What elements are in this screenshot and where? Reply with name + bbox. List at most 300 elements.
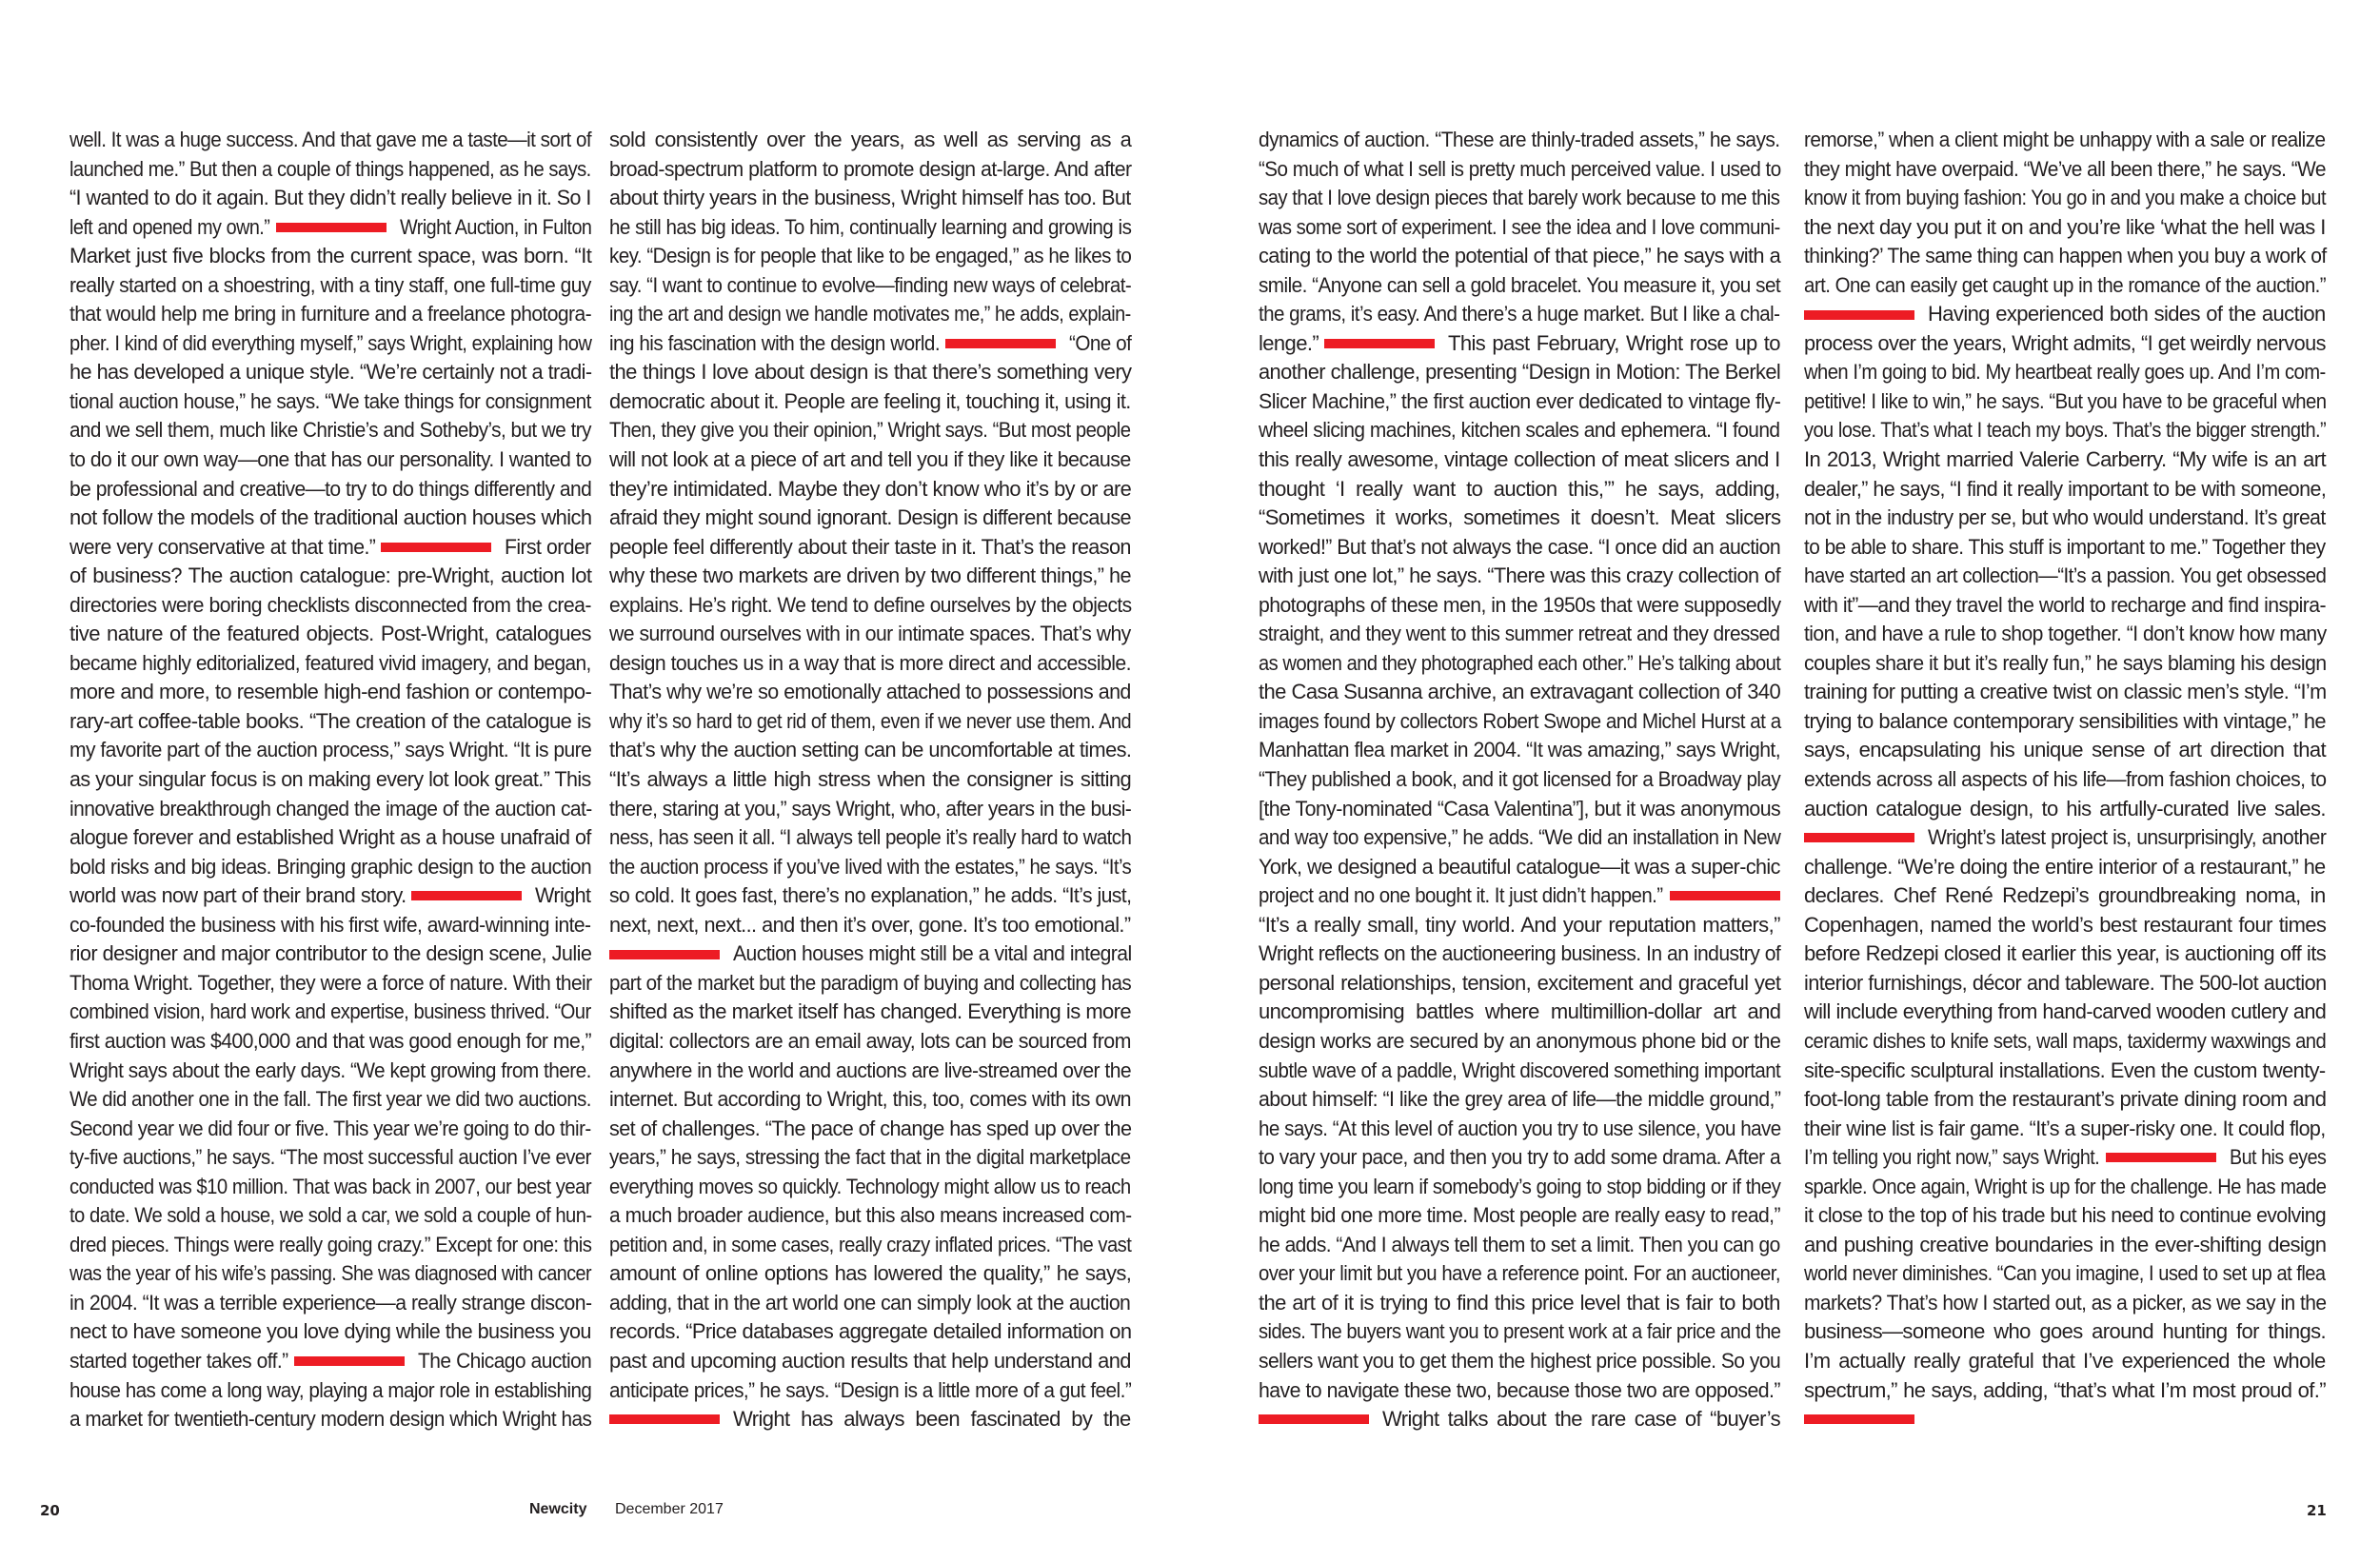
text-line	[1259, 562, 1780, 591]
text-segment: conducted was $10 million. That was back in 2007, our best year	[69, 1174, 592, 1198]
text-segment: and way too expensive,” he adds. “We did an installation in New	[1259, 825, 1781, 850]
text-line	[1804, 213, 2326, 243]
text-line	[69, 678, 591, 707]
text-line	[609, 562, 1131, 591]
text-line	[609, 184, 1131, 213]
text-segment: Wright talks about the rare case of “buyer’s	[1382, 1407, 1781, 1432]
text-segment: he adds. “And I always tell them to set a limit. Then you can go	[1259, 1232, 1780, 1256]
text-segment: everything moves so quickly. Technology might allow us to reach	[609, 1174, 1131, 1198]
text-segment: part of the market but the paradigm of buying and collecting has	[609, 970, 1132, 995]
text-segment: digital: collectors are an email away, lots can be sourced from	[609, 1028, 1131, 1053]
text-segment: my favorite part of the auction process,” says Wright. “It is pure	[69, 738, 592, 762]
text-segment: he has developed a unique style. “We’re certainly not a tradi-	[69, 360, 592, 385]
text-line	[69, 1085, 591, 1115]
text-line	[69, 1201, 591, 1231]
text-line	[69, 707, 591, 737]
text-segment: art. One can easily get caught up in the romance of the auction.”	[1804, 272, 2327, 297]
text-line	[1259, 416, 1780, 445]
text-segment: rary-art coffee-table books. “The creation of the catalogue is	[69, 708, 591, 733]
text-line	[1259, 1317, 1780, 1347]
text-line	[1259, 911, 1780, 940]
text-segment: not follow the models of the traditional auction houses which	[69, 505, 592, 530]
text-line	[609, 329, 1131, 359]
text-segment: says, encapsulating his unique sense of art direction that	[1804, 738, 2326, 762]
text-line	[609, 1057, 1131, 1086]
text-segment: first auction was $400,000 and that was good enough for me,”	[69, 1028, 591, 1053]
text-segment: ceramic dishes to knife sets, wall maps, taxidermy waxwings and	[1804, 1028, 2327, 1053]
text-segment: the next day you put it on and you’re like ‘what the hell was I	[1804, 214, 2326, 239]
text-segment: to do it our own way—one that has our personality. I wanted to	[69, 447, 592, 472]
text-segment: pher. I kind of did everything myself,” says Wright, explaining how	[69, 330, 592, 355]
text-line	[69, 1143, 591, 1173]
section-break-bar	[411, 891, 522, 900]
section-break-bar	[1670, 891, 1780, 900]
text-segment: their wine list is fair game. “It’s a super-risky one. It could flop,	[1804, 1116, 2326, 1140]
text-segment: past and upcoming auction results that help understand and	[609, 1348, 1131, 1373]
text-segment: project and no one bought it. It just didn’t happen.”	[1259, 883, 1663, 908]
text-segment: In 2013, Wright married Valerie Carberry. “My wife is an art	[1804, 447, 2326, 472]
text-segment: Slicer Machine,” the first auction ever dedicated to vintage fly-	[1259, 388, 1781, 413]
text-line	[1804, 1057, 2326, 1086]
text-segment: [the Tony-nominated “Casa Valentina”], but it was anonymous	[1259, 796, 1781, 821]
text-line	[1804, 1289, 2326, 1318]
text-segment: Then, they give you their opinion,” Wright says. “But most people	[609, 418, 1131, 443]
text-line	[1259, 242, 1780, 271]
text-segment: we surround ourselves with in our intimate spaces. That’s why	[609, 622, 1131, 646]
text-segment: Auction houses might still be a vital and integral	[733, 941, 1132, 966]
text-segment: Wright has always been fascinated by the	[733, 1407, 1131, 1432]
text-line	[69, 1376, 591, 1406]
text-segment: Second year we did four or five. This year we’re going to do thir-	[69, 1116, 591, 1140]
text-line	[609, 853, 1131, 882]
text-segment: site-specific sculptural installations. Even the custom twenty-	[1804, 1058, 2326, 1082]
section-break-bar	[609, 950, 720, 959]
text-segment: bold risks and big ideas. Bringing graphic design to the auction	[69, 854, 592, 879]
text-line	[609, 649, 1131, 679]
text-segment: Wright	[535, 883, 591, 908]
text-segment: to be able to share. This stuff is important to me.” Together they	[1804, 534, 2326, 559]
text-segment: “One of	[1069, 330, 1132, 355]
text-line	[609, 271, 1131, 301]
text-segment: and pushing creative boundaries in the ever-shifting design	[1804, 1232, 2327, 1256]
text-segment: be professional and creative—to try to do things differently and	[69, 476, 592, 501]
text-line	[1804, 1317, 2326, 1347]
text-line	[69, 329, 591, 359]
text-line	[1259, 213, 1780, 243]
text-line	[1804, 1405, 2326, 1434]
text-segment: This past February, Wright rose up to	[1448, 330, 1780, 355]
text-segment: nect to have someone you love dying while the business you	[69, 1319, 591, 1344]
text-segment: Market just five blocks from the current space, was born. “It	[69, 244, 592, 268]
text-segment: records. “Price databases aggregate detailed information on	[609, 1319, 1132, 1344]
text-line	[69, 1173, 591, 1202]
text-segment: became highly editorialized, featured vivid imagery, and began,	[69, 650, 591, 675]
text-line	[69, 475, 591, 504]
text-segment: long time you learn if somebody’s going to stop bidding or if they	[1259, 1174, 1781, 1198]
text-line	[69, 1027, 591, 1057]
text-segment: with it”—and they travel the world to recharge and find inspira-	[1804, 592, 2326, 617]
text-segment: dealer,” he says, “I find it really important to be with someone,	[1804, 476, 2327, 501]
text-line	[69, 213, 591, 243]
text-line	[1259, 678, 1780, 707]
text-segment: wheel slicing machines, kitchen scales and ephemera. “I found	[1259, 418, 1780, 443]
text-segment: house has come a long way, playing a major role in establishing	[69, 1377, 592, 1402]
section-break-bar	[1259, 1414, 1369, 1424]
text-line	[1804, 998, 2326, 1027]
text-segment: tive nature of the featured objects. Post-Wright, catalogues	[69, 622, 591, 646]
text-line	[1804, 475, 2326, 504]
text-line	[609, 300, 1131, 329]
text-segment: innovative breakthrough changed the image of the auction cat-	[69, 796, 592, 821]
section-break-bar	[1804, 310, 1914, 320]
text-segment: Wright Auction, in Fulton	[399, 214, 591, 239]
text-segment: have to navigate these two, because those two are opposed.”	[1259, 1377, 1780, 1402]
text-line	[1259, 939, 1780, 969]
text-segment: tion, and have a rule to shop together. “I don’t know how many	[1804, 622, 2327, 646]
text-segment: this really awesome, vintage collection of meat slicers and I	[1259, 447, 1780, 472]
text-line	[1804, 358, 2326, 387]
text-line	[69, 795, 591, 824]
text-segment: design touches us in a way that is more direct and accessible.	[609, 650, 1131, 675]
text-line	[1259, 1259, 1780, 1289]
text-segment: markets? That’s how I started out, as a picker, as we say in the	[1804, 1290, 2327, 1315]
text-segment: as your singular focus is on making every lot look great.” This	[69, 767, 591, 792]
text-line	[1259, 1376, 1780, 1406]
text-line	[609, 1143, 1131, 1173]
text-line	[1259, 1143, 1780, 1173]
text-line	[1804, 1115, 2326, 1144]
text-line	[1259, 271, 1780, 301]
text-line	[1259, 1173, 1780, 1202]
text-segment: I’m telling you right now,” says Wright.	[1804, 1145, 2100, 1170]
text-segment: lenge.”	[1259, 330, 1319, 355]
text-segment: in 2004. “It was a terrible experience—a really strange discon-	[69, 1290, 592, 1315]
text-line	[1804, 1376, 2326, 1406]
text-line	[69, 271, 591, 301]
text-segment: so cold. It goes fast, there’s no explanation,” he adds. “It’s just,	[609, 883, 1132, 908]
text-line	[1804, 853, 2326, 882]
text-segment: a much broader audience, but this also means increased com-	[609, 1203, 1132, 1228]
text-line	[609, 998, 1131, 1027]
text-line	[1804, 1027, 2326, 1057]
text-line	[1259, 126, 1780, 155]
text-line	[69, 445, 591, 475]
text-line	[69, 126, 591, 155]
text-line	[1804, 533, 2326, 563]
text-line	[1259, 1347, 1780, 1376]
text-segment: York, we designed a beautiful catalogue—it was a super-chic	[1259, 854, 1780, 879]
text-line	[609, 1201, 1131, 1231]
text-segment: over your limit but you have a reference point. For an auctioneer,	[1259, 1261, 1780, 1286]
section-break-bar	[1804, 833, 1914, 842]
page-number-right: 21	[2307, 1502, 2327, 1519]
text-line	[609, 387, 1131, 417]
text-segment: ty-five auctions,” he says. “The most successful auction I’ve ever	[69, 1145, 591, 1170]
text-segment: say that I love design pieces that barely work because to me this	[1259, 186, 1780, 210]
text-segment: petitive! I like to win,” he says. “But you have to be graceful when	[1804, 388, 2327, 413]
text-line	[69, 881, 591, 911]
text-line	[609, 155, 1131, 185]
text-segment: spectrum,” he says, adding, “that’s what I’m most proud of.”	[1804, 1377, 2326, 1402]
text-line	[1259, 1115, 1780, 1144]
text-line	[1804, 562, 2326, 591]
text-segment: well. It was a huge success. And that gave me a taste—it sort of	[69, 128, 592, 151]
article-column-1	[69, 126, 591, 1434]
text-segment: ing his fascination with the design world.	[609, 330, 941, 355]
text-segment: I’m actually really grateful that I’ve experienced the whole	[1804, 1348, 2326, 1373]
text-line	[609, 707, 1131, 737]
text-line	[1259, 155, 1780, 185]
text-segment: with just one lot,” he says. “There was this crazy collection of	[1259, 564, 1781, 588]
text-line	[1259, 1057, 1780, 1086]
text-line	[1804, 765, 2326, 795]
text-segment: the grams, it’s easy. And there’s a huge market. But I like a chal-	[1259, 302, 1780, 326]
text-line	[609, 591, 1131, 621]
text-segment: trying to balance contemporary sensibilities with vintage,” he	[1804, 708, 2326, 733]
text-segment: ing the art and design we handle motivates me,” he adds, explain-	[609, 302, 1131, 326]
text-line	[69, 562, 591, 591]
text-segment: internet. But according to Wright, this, too, comes with its own	[609, 1087, 1131, 1112]
text-line	[1804, 329, 2326, 359]
text-line	[69, 620, 591, 649]
text-line	[69, 1057, 591, 1086]
text-segment: people feel differently about their taste in it. That’s the reason	[609, 534, 1131, 559]
text-line	[69, 1317, 591, 1347]
text-line	[1259, 969, 1780, 998]
text-line	[609, 242, 1131, 271]
text-segment: amount of online options has lowered the quality,” he says,	[609, 1261, 1132, 1286]
text-segment: shifted as the market itself has changed. Everything is more	[609, 999, 1132, 1024]
text-segment: was some sort of experiment. I see the idea and I love communi-	[1259, 214, 1780, 239]
text-segment: ness, has seen it all. “I always tell people it’s really hard to watch	[609, 825, 1132, 850]
section-break-bar	[2106, 1153, 2216, 1162]
page-number-left: 20	[40, 1502, 60, 1519]
text-line	[1259, 329, 1780, 359]
text-segment: a market for twentieth-century modern design which Wright has	[69, 1407, 592, 1432]
text-line	[1259, 184, 1780, 213]
text-segment: he says. “At this level of auction you try to use silence, you have	[1259, 1116, 1781, 1140]
section-break-bar	[1804, 1414, 1914, 1424]
text-segment: as women and they photographed each other.” He’s talking about	[1259, 650, 1781, 675]
text-line	[1259, 445, 1780, 475]
text-line	[1804, 1231, 2326, 1260]
text-line	[1804, 1201, 2326, 1231]
text-segment: left and opened my own.”	[69, 214, 270, 239]
text-segment: when I’m going to bid. My heartbeat really goes up. And I’m com-	[1804, 360, 2326, 385]
text-segment: afraid they might sound ignorant. Design is different because	[609, 505, 1132, 530]
text-line	[69, 300, 591, 329]
text-segment: another challenge, presenting “Design in Motion: The Berkel	[1259, 360, 1781, 385]
text-line	[69, 998, 591, 1027]
text-segment: were very conservative at that time.”	[69, 534, 376, 559]
text-segment: foot-long table from the restaurant’s private dining room and	[1804, 1087, 2327, 1112]
text-segment: have started an art collection—“It’s a passion. You get obsessed	[1804, 564, 2327, 588]
text-line	[1804, 969, 2326, 998]
text-segment: more and more, to resemble high-end fashion or contempo-	[69, 680, 592, 704]
section-break-bar	[609, 1414, 720, 1424]
right-page	[1190, 0, 2380, 1562]
text-line	[609, 1347, 1131, 1376]
text-line	[1259, 300, 1780, 329]
text-line	[609, 1289, 1131, 1318]
text-line	[69, 1289, 591, 1318]
text-line	[69, 533, 591, 563]
text-line	[69, 1115, 591, 1144]
text-line	[69, 155, 591, 185]
text-segment: “It’s always a little high stress when the consigner is sitting	[609, 767, 1132, 792]
text-line	[69, 939, 591, 969]
text-line	[609, 1027, 1131, 1057]
text-line	[69, 1347, 591, 1376]
text-segment: key. “Design is for people that like to be engaged,” as he likes to	[609, 244, 1132, 268]
text-segment: thinking?’ The same thing can happen when you buy a work of	[1804, 244, 2327, 268]
text-line	[1259, 504, 1780, 533]
text-line	[1804, 155, 2326, 185]
text-segment: tional auction house,” he says. “We take things for consignment	[69, 388, 591, 413]
text-segment: thought ‘I really want to auction this,’” he says, adding,	[1259, 476, 1780, 501]
text-segment: interior furnishings, décor and tableware. The 500-lot auction	[1804, 970, 2327, 995]
text-segment: dred pieces. Things were really going crazy.” Except for one: this	[69, 1232, 592, 1256]
text-segment: that’s why the auction setting can be uncomfortable at times.	[609, 738, 1132, 762]
text-segment: will not look at a piece of art and tell you if they like it because	[609, 447, 1131, 472]
text-segment: personal relationships, tension, excitement and graceful yet	[1259, 970, 1781, 995]
text-segment: broad-spectrum platform to promote design at-large. And after	[609, 156, 1132, 181]
text-line	[1804, 1173, 2326, 1202]
text-segment: combined vision, hard work and expertise, business thrived. “Our	[69, 999, 591, 1024]
text-segment: “They published a book, and it got licensed for a Broadway play	[1259, 767, 1781, 792]
text-segment: The Chicago auction	[417, 1348, 592, 1373]
text-segment: it close to the top of his trade but his need to continue evolving	[1804, 1203, 2327, 1228]
text-segment: world was now part of their brand story.	[69, 883, 407, 908]
text-line	[1259, 533, 1780, 563]
text-line	[1804, 620, 2326, 649]
text-segment: auction catalogue design, to his artfully-curated live sales.	[1804, 796, 2326, 821]
text-segment: Thoma Wright. Together, they were a force of nature. With their	[69, 970, 592, 995]
text-line	[1259, 707, 1780, 737]
text-segment: the auction process if you’ve lived with the estates,” he says. “It’s	[609, 854, 1132, 879]
text-segment: explains. He’s right. We tend to define ourselves by the objects	[609, 592, 1132, 617]
text-line	[1804, 416, 2326, 445]
text-line	[69, 823, 591, 853]
text-line	[609, 1115, 1131, 1144]
text-segment: Manhattan flea market in 2004. “It was amazing,” says Wright,	[1259, 738, 1781, 762]
text-segment: adding, that in the art world one can simply look at the auction	[609, 1290, 1131, 1315]
text-line	[69, 416, 591, 445]
section-break-bar	[276, 223, 387, 232]
text-line	[1804, 823, 2326, 853]
text-segment: Wright says about the early days. “We kept growing from there.	[69, 1058, 591, 1082]
text-segment: sellers want you to get them the highest price possible. So you	[1259, 1348, 1781, 1373]
text-line	[1259, 475, 1780, 504]
text-line	[69, 1259, 591, 1289]
text-line	[69, 358, 591, 387]
text-segment: declares. Chef René Redzepi’s groundbreaking noma, in	[1804, 883, 2326, 908]
text-line	[1804, 271, 2326, 301]
text-segment: co-founded the business with his first wife, award-winning inte-	[69, 912, 591, 937]
text-line	[1259, 620, 1780, 649]
text-line	[609, 358, 1131, 387]
text-segment: say. “I want to continue to evolve—finding new ways of celebrat-	[609, 272, 1132, 297]
text-line	[69, 911, 591, 940]
text-segment: straight, and they went to this summer retreat and they dressed	[1259, 622, 1780, 646]
text-line	[1804, 184, 2326, 213]
text-line	[1804, 939, 2326, 969]
text-line	[609, 445, 1131, 475]
text-segment: “It’s a really small, tiny world. And your reputation matters,”	[1259, 912, 1780, 937]
text-segment: launched me.” But then a couple of things happened, as he says.	[69, 156, 591, 181]
text-line	[609, 504, 1131, 533]
text-segment: alogue forever and established Wright as a house unafraid of	[69, 825, 591, 850]
text-line	[69, 242, 591, 271]
text-segment: “So much of what I sell is pretty much perceived value. I used to	[1259, 156, 1781, 181]
text-segment: rior designer and major contributor to the design scene, Julie	[69, 941, 592, 966]
text-segment: the things I love about design is that there’s something very	[609, 360, 1132, 385]
text-line	[1804, 795, 2326, 824]
text-line	[609, 1173, 1131, 1202]
text-line	[1259, 358, 1780, 387]
text-line	[69, 736, 591, 765]
text-segment: that would help me bring in furniture and a freelance photogra-	[69, 302, 592, 326]
text-line	[1804, 591, 2326, 621]
text-segment: uncompromising battles where multimillion-dollar art and	[1259, 999, 1781, 1024]
text-segment: the art of it is trying to find this price level that is fair to both	[1259, 1290, 1780, 1315]
text-segment: design works are secured by an anonymous phone bid or the	[1259, 1028, 1781, 1053]
article-column-3	[1259, 126, 1780, 1434]
text-segment: not in the industry per se, but who would understand. It’s great	[1804, 505, 2326, 530]
text-line	[609, 939, 1131, 969]
text-line	[609, 765, 1131, 795]
text-segment: to date. We sold a house, we sold a car, we sold a couple of hun-	[69, 1203, 592, 1228]
text-segment: set of challenges. “The pace of change has sped up over the	[609, 1116, 1132, 1140]
text-segment: images found by collectors Robert Swope and Michel Hurst at a	[1259, 708, 1781, 733]
text-line	[1259, 881, 1780, 911]
text-line	[1804, 881, 2326, 911]
text-line	[609, 969, 1131, 998]
text-segment: We did another one in the fall. The first year we did two auctions.	[69, 1087, 591, 1112]
text-line	[1259, 1231, 1780, 1260]
text-line	[1259, 1027, 1780, 1057]
text-line	[1804, 911, 2326, 940]
text-line	[69, 184, 591, 213]
text-line	[69, 765, 591, 795]
text-segment: started together takes off.”	[69, 1348, 288, 1373]
text-line	[609, 911, 1131, 940]
text-segment: you lose. That’s what I teach my boys. That’s the bigger strength.”	[1804, 418, 2327, 443]
text-line	[69, 504, 591, 533]
text-segment: democratic about it. People are feeling it, touching it, using it.	[609, 388, 1131, 413]
section-break-bar	[945, 339, 1056, 348]
text-line	[1259, 765, 1780, 795]
text-segment: will include everything from hand-carved wooden cutlery and	[1804, 999, 2327, 1024]
text-segment: about thirty years in the business, Wright himself has too. But	[609, 186, 1131, 210]
text-segment: directories were boring checklists disconnected from the crea-	[69, 592, 591, 617]
text-line	[609, 1231, 1131, 1260]
text-segment: world never diminishes. “Can you imagine, I used to set up at flea	[1804, 1261, 2326, 1286]
text-line	[1259, 649, 1780, 679]
text-segment: was the year of his wife’s passing. She was diagnosed with cancer	[69, 1261, 592, 1286]
issue-date: December 2017	[615, 1501, 724, 1517]
article-column-2	[609, 126, 1131, 1434]
text-segment: training for putting a creative twist on classic men’s style. “I’m	[1804, 680, 2327, 704]
text-line	[1259, 736, 1780, 765]
text-line	[1804, 1347, 2326, 1376]
text-line	[1804, 649, 2326, 679]
text-line	[1804, 678, 2326, 707]
text-line	[609, 533, 1131, 563]
text-line	[1259, 1289, 1780, 1318]
text-line	[69, 387, 591, 417]
text-line	[1804, 126, 2326, 155]
